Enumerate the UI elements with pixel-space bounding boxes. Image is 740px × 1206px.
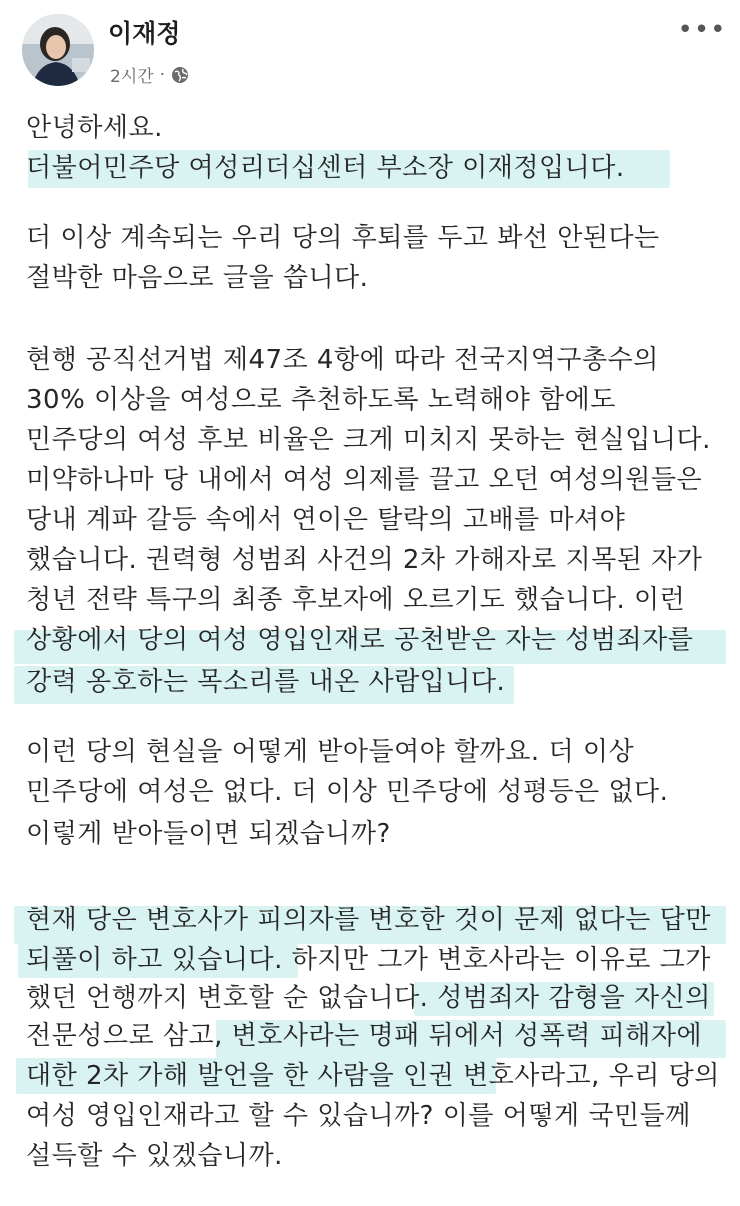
post-line: 민주당의 여성 후보 비율은 크게 미치지 못하는 현실입니다. (26, 425, 711, 455)
author-name[interactable]: 이재정 (108, 19, 181, 48)
post-line: 30% 이상을 여성으로 추천하도록 노력해야 함에도 (26, 385, 616, 415)
post-line: 미약하나마 당 내에서 여성 의제를 끌고 오던 여성의원들은 (26, 465, 703, 495)
globe-icon[interactable] (171, 66, 189, 84)
post-line: 절박한 마음으로 글을 씁니다. (26, 263, 369, 293)
post-line: 설득할 수 있겠습니까. (26, 1141, 283, 1171)
post-line: 더 이상 계속되는 우리 당의 후퇴를 두고 봐선 안된다는 (26, 223, 660, 253)
post-line: 했던 언행까지 변호할 순 없습니다. 성범죄자 감형을 자신의 (26, 983, 711, 1013)
post-line: 민주당에 여성은 없다. 더 이상 민주당에 성평등은 없다. (26, 777, 669, 807)
post-meta (110, 62, 189, 87)
post-line: 안녕하세요. (26, 113, 163, 143)
post-line: 상황에서 당의 여성 영입인재로 공천받은 자는 성범죄자를 (26, 625, 694, 655)
post-line: 당내 계파 갈등 속에서 연이은 탈락의 고배를 마셔야 (26, 505, 626, 535)
post-header (0, 0, 740, 100)
post-line: 현행 공직선거법 제47조 4항에 따라 전국지역구총수의 (26, 345, 659, 375)
post-line: 청년 전략 특구의 최종 후보자에 오르기도 했습니다. 이런 (26, 585, 686, 615)
author-avatar[interactable] (22, 14, 94, 86)
post-line: 대한 2차 가해 발언을 한 사람을 인권 변호사라고, 우리 당의 (26, 1061, 720, 1091)
post-line: 더불어민주당 여성리더십센터 부소장 이재정입니다. (26, 153, 625, 183)
post-line: 이런 당의 현실을 어떻게 받아들여야 할까요. 더 이상 (26, 737, 635, 767)
post-line: 여성 영입인재라고 할 수 있습니까? 이를 어떻게 국민들께 (26, 1101, 691, 1131)
post-line: 이렇게 받아들이면 되겠습니까? (26, 819, 391, 849)
meta-separator: · (159, 64, 166, 85)
more-options-button[interactable]: ••• (677, 15, 727, 45)
post-line: 전문성으로 삼고, 변호사라는 명패 뒤에서 성폭력 피해자에 (26, 1021, 703, 1051)
post-line: 강력 옹호하는 목소리를 내온 사람입니다. (26, 667, 506, 697)
post-line: 되풀이 하고 있습니다. 하지만 그가 변호사라는 이유로 그가 (26, 945, 711, 975)
post-line: 했습니다. 권력형 성범죄 사건의 2차 가해자로 지목된 자가 (26, 545, 703, 575)
post-line: 현재 당은 변호사가 피의자를 변호한 것이 문제 없다는 답만 (26, 905, 711, 935)
post-time[interactable]: 2시간 (110, 67, 154, 87)
